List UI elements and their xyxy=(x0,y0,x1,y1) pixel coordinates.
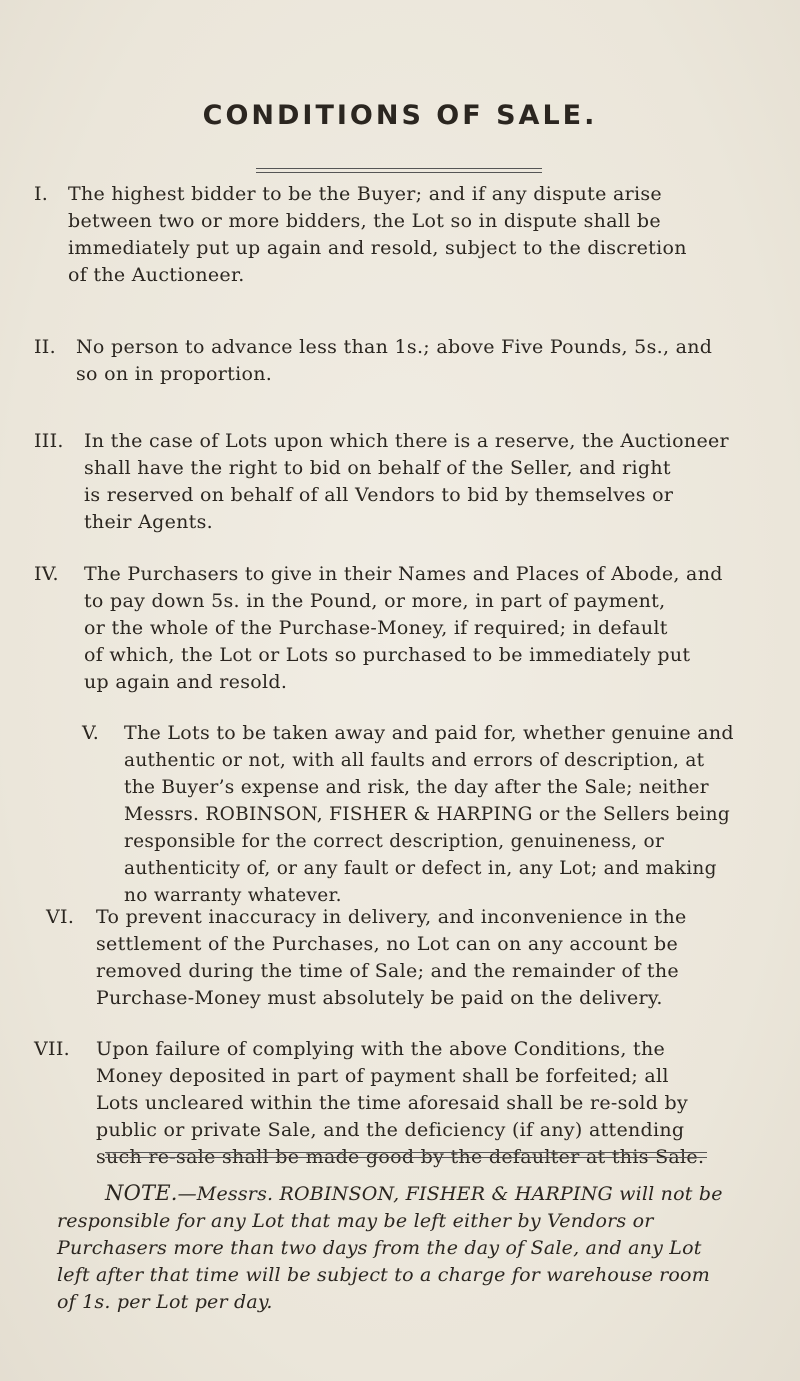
condition-lead: In the case of Lots upon which there is a reserve, the Auctioneer xyxy=(84,430,729,452)
condition-number: VI. xyxy=(46,906,75,928)
condition-lead: No person to advance less than 1s.; above Five Pounds, 5s., and xyxy=(76,336,713,358)
condition-number: II. xyxy=(34,336,56,358)
condition-line: immediately put up again and resold, subject to the discretion xyxy=(68,237,687,259)
condition-line: Purchase-Money must absolutely be paid on the delivery. xyxy=(96,987,663,1009)
condition-5 xyxy=(34,720,764,909)
note-paragraph xyxy=(57,1180,767,1316)
condition-line: or the whole of the Purchase-Money, if required; in default xyxy=(84,617,668,639)
condition-line: Money deposited in part of payment shall be forfeited; all xyxy=(96,1065,669,1087)
condition-line: Messrs. ROBINSON, FISHER & HARPING or the Sellers being xyxy=(124,804,731,825)
condition-line: such re-sale shall be made good by the defaulter at this Sale. xyxy=(96,1146,705,1168)
condition-number: IV. xyxy=(34,563,59,585)
condition-lead: Upon failure of complying with the above Conditions, the xyxy=(96,1038,666,1060)
condition-number: V. xyxy=(82,722,100,744)
condition-7 xyxy=(34,1036,764,1171)
condition-line: Lots uncleared within the time aforesaid shall be re-sold by xyxy=(96,1092,689,1114)
note-line: left after that time will be subject to a charge for warehouse room xyxy=(57,1264,710,1286)
condition-1 xyxy=(34,181,764,289)
condition-lead: The Lots to be taken away and paid for, whether genuine and xyxy=(124,722,734,744)
condition-line: removed during the time of Sale; and the remainder of the xyxy=(96,960,679,982)
condition-number: VII. xyxy=(34,1038,70,1060)
page-title: CONDITIONS OF SALE. xyxy=(202,100,598,131)
note-line: responsible for any Lot that may be left either by Vendors or xyxy=(57,1210,654,1232)
condition-number: I. xyxy=(34,183,49,205)
note-label: NOTE. xyxy=(105,1181,178,1205)
condition-3 xyxy=(34,428,764,536)
condition-line: up again and resold. xyxy=(84,671,288,693)
condition-line: between two or more bidders, the Lot so in dispute shall be xyxy=(68,210,661,232)
condition-line: shall have the right to bid on behalf of the Seller, and right xyxy=(84,457,671,479)
condition-2 xyxy=(34,334,764,388)
condition-line: so on in proportion. xyxy=(76,363,273,385)
condition-4 xyxy=(34,561,764,696)
condition-line: public or private Sale, and the deficiency (if any) attending xyxy=(96,1119,685,1141)
condition-line: the Buyer’s expense and risk, the day after the Sale; neither xyxy=(124,777,709,798)
condition-line: authentic or not, with all faults and errors of description, at xyxy=(124,750,705,771)
note-line: of 1s. per Lot per day. xyxy=(57,1291,273,1313)
condition-line: their Agents. xyxy=(84,511,214,533)
condition-lead: The highest bidder to be the Buyer; and if any dispute arise xyxy=(68,183,662,205)
condition-lead: To prevent inaccuracy in delivery, and inconvenience in the xyxy=(96,906,687,928)
title-divider xyxy=(256,168,542,173)
condition-line: is reserved on behalf of all Vendors to bid by themselves or xyxy=(84,484,674,506)
condition-line: authenticity of, or any fault or defect in, any Lot; and making xyxy=(124,858,717,879)
condition-number: III. xyxy=(34,430,64,452)
condition-6 xyxy=(34,904,764,1012)
condition-line: no warranty whatever. xyxy=(124,885,342,906)
note-line: —Messrs. ROBINSON, FISHER & HARPING will not be xyxy=(177,1183,723,1205)
condition-line: of which, the Lot or Lots so purchased to be immediately put xyxy=(84,644,691,666)
note-line: Purchasers more than two days from the day of Sale, and any Lot xyxy=(57,1237,702,1259)
condition-lead: The Purchasers to give in their Names and Places of Abode, and xyxy=(84,563,723,585)
condition-line: of the Auctioneer. xyxy=(68,264,245,286)
condition-line: settlement of the Purchases, no Lot can on any account be xyxy=(96,933,679,955)
note-divider xyxy=(105,1152,707,1158)
condition-line: to pay down 5s. in the Pound, or more, in part of payment, xyxy=(84,590,666,612)
condition-line: responsible for the correct description, genuineness, or xyxy=(124,831,665,852)
